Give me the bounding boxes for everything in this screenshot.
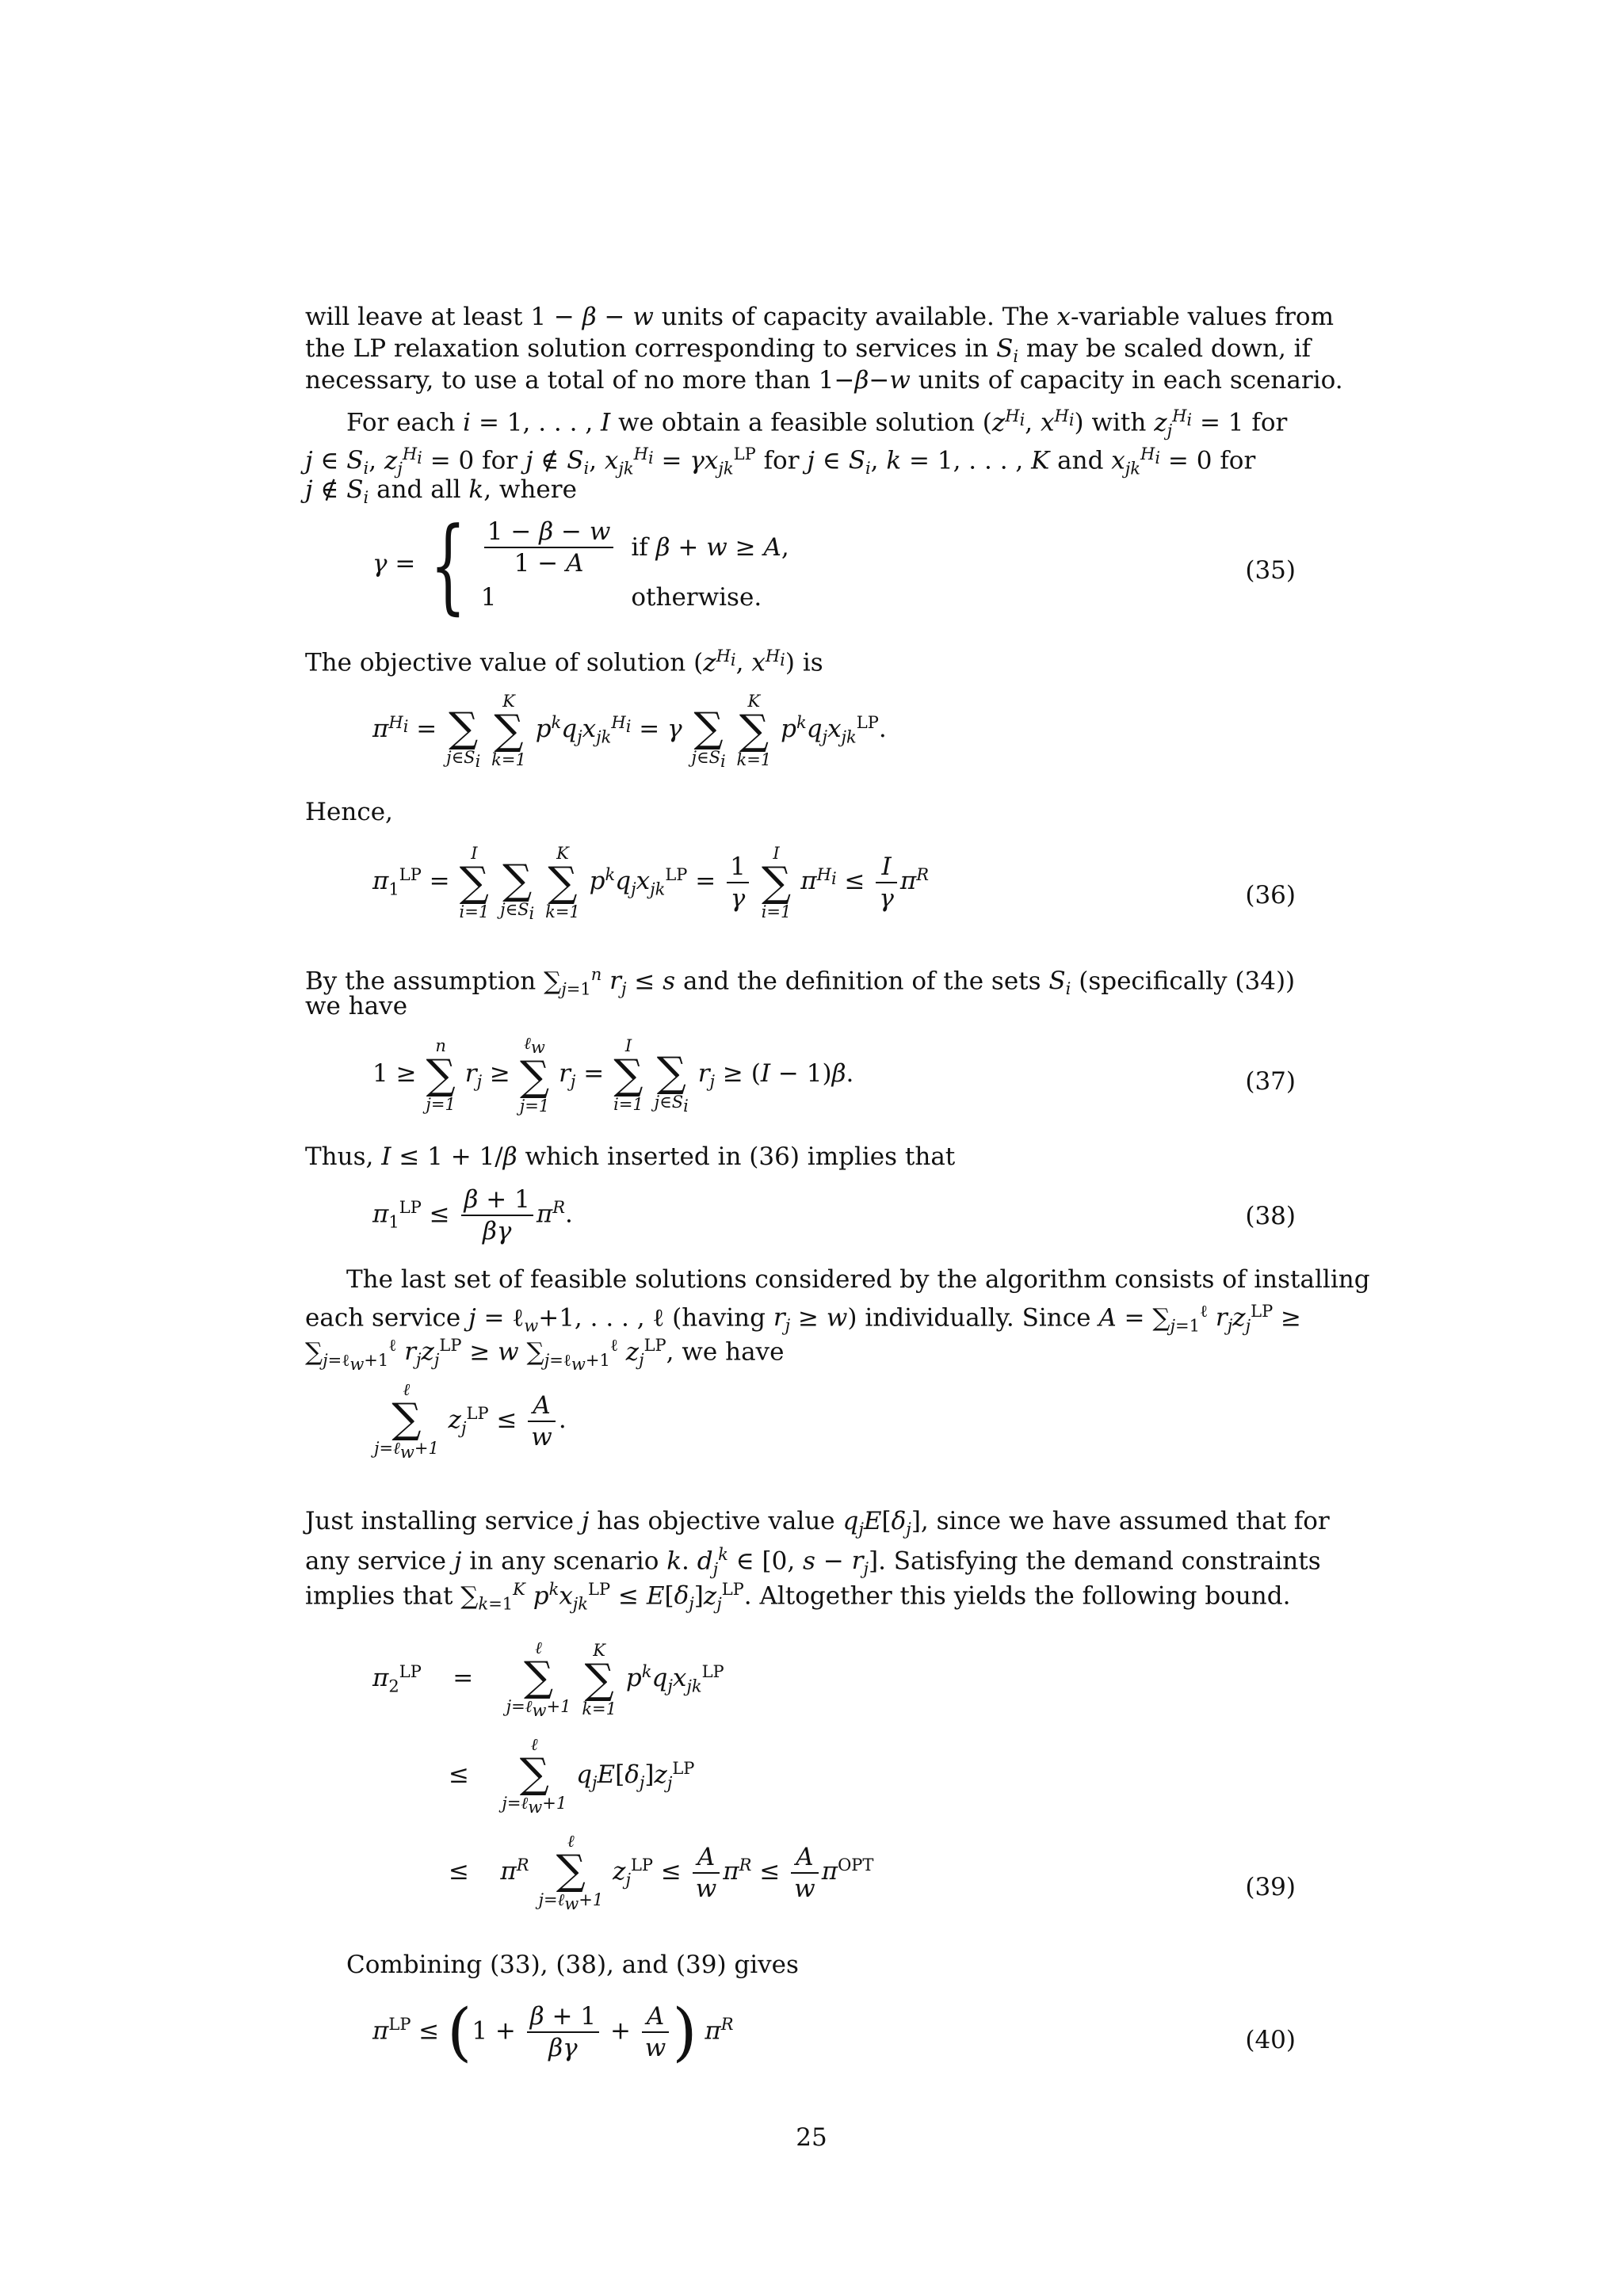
paragraph-line: For each i = 1, . . . , I we obtain a feasible solution ($z^{H_i}$, $x^{H_i}$) with $z_j^{H_i} = 1$ for — [346, 406, 1288, 441]
paragraph-line: we have — [305, 992, 408, 1020]
equation-number: (39) — [1245, 1873, 1296, 1901]
capacity-inequality: ℓ ∑ j=ℓ$_w$+1 $z_j^{LP}$ ≤ $\frac{A}{w}$ . — [374, 1380, 567, 1463]
equation-39-line3: ≤ $\pi^R$ ℓ ∑ j=ℓ$_w$+1 $z_j^{LP}$ ≤ $\frac{A}{w}$ $\pi^R$ ≤ $\frac{A}{w}$ $\pi^{OPT}$ — [449, 1832, 874, 1914]
paragraph-line: Combining (33), (38), and (39) gives — [346, 1951, 799, 1979]
equation-number: (37) — [1245, 1067, 1296, 1096]
paragraph-line: The last set of feasible solutions considered by the algorithm consists of installing — [346, 1265, 1370, 1294]
equation-39-line1: $\pi_2^{LP}$ = ℓ ∑ j=ℓ$_w$+1 K ∑ k=1 $p^kq_jx_{jk}^{LP}$ — [372, 1638, 724, 1721]
paragraph-line: j ∉ $S_i$ and all k, where — [305, 475, 577, 508]
paragraph-line: implies that $\sum_{k=1}^K$ $p^kx_{jk}^{LP} \le E[\delta_j]z_j^{LP}$. Altogether this yields the following bound. — [305, 1580, 1291, 1614]
paragraph-line: each service j = ℓ$_w$+1, . . . , ℓ (having $r_j \ge w$) individually. Since $A = \sum_{j=1}^\ell$ $r_jz_j^{LP}$ ≥ — [305, 1302, 1302, 1336]
paragraph-line: Just installing service j has objective value $q_jE[\delta_j]$, since we have assumed that for — [305, 1507, 1330, 1539]
equation-39-line2: ≤ ℓ ∑ j=ℓ$_w$+1 $q_jE[\delta_j]z_j^{LP}$ — [449, 1735, 695, 1817]
equation-40: $\pi^{LP} \le (1$ + $\frac{\beta + 1}{\beta\gamma}$ + $\frac{A}{w}$ ) $\pi^R$ — [372, 1995, 734, 2069]
paragraph-line: Thus, I ≤ 1 + 1/β which inserted in (36) implies that — [305, 1142, 956, 1171]
equation-36: $\pi_1^{LP}$ = I ∑ i=1 ∑ $j\in S_i$ K ∑ k=1 $p^kq_jx_{jk}^{LP}$ = $\frac{1}{\gamma}$ I ∑ i=1 $\pi^{H_i}$ ≤ $\frac{I}{\gamma}$ $\pi^R$ — [372, 843, 930, 924]
paragraph-line: any service j in any scenario k. $d_j^k$ ∈ [0, $s - r_j$]. Satisfying the demand constraints — [305, 1545, 1321, 1579]
equation-number: (38) — [1245, 1202, 1296, 1230]
paragraph-line: Hence, — [305, 798, 393, 826]
paragraph-line: $\sum_{j=\ell_w+1}^\ell$ $r_jz_j^{LP} \ge w$ $\sum_{j=\ell_w+1}^\ell$ $z_j^{LP}$, we have — [305, 1336, 785, 1374]
equation-37: 1 ≥ n ∑ j=1 $r_j$ ≥ ℓ$_w$ ∑ j=1 $r_j$ = I ∑ i=1 ∑ $j\in S_i$ $r_j \ge (I - 1)\beta$. — [372, 1034, 854, 1116]
paragraph-line: will leave at least 1 − β − w units of capacity available. The x-variable values from — [305, 303, 1334, 331]
paragraph-line: By the assumption $\sum_{j=1}^n$ $r_j \le s$ and the definition of the sets $S_i$ (specifically (34)) — [305, 965, 1296, 999]
cases-block: $\frac{1 - \beta - w}{1 - A}$ if β + w ≥ A, 1 otherwise. — [480, 517, 789, 612]
page-number: 25 — [796, 2123, 827, 2152]
equation-38: $\pi_1^{LP}$ ≤ $\frac{\beta + 1}{\beta\gamma}$ $\pi^R$. — [372, 1185, 573, 1245]
objective-equation: $\pi^{H_i}$ = ∑ $j\in S_i$ K ∑ k=1 $p^kq_jx_{jk}^{H_i} = \gamma$ ∑ $j\in S_i$ K ∑ k=1 $p^kq_jx_{jk}^{LP}$. — [372, 691, 887, 772]
equation-number: (40) — [1245, 2026, 1296, 2054]
equation-number: (36) — [1245, 881, 1296, 910]
equation-35: γ = { $\frac{1 - \beta - w}{1 - A}$ if β + w ≥ A, 1 otherwise. — [372, 515, 804, 615]
paragraph-line: necessary, to use a total of no more than 1−β−w units of capacity in each scenario. — [305, 366, 1343, 395]
paragraph-line: the LP relaxation solution corresponding to services in $S_i$ may be scaled down, if — [305, 334, 1312, 367]
paragraph-line: j ∈ $S_i$, $z_j^{H_i} = 0$ for j ∉ $S_i$, $x_{jk}^{H_i} = \gamma x_{jk}^{LP}$ for j ∈ $S_i$, k = 1, . . . , K and $x_{jk}^{H_i} = 0$ for — [305, 444, 1256, 479]
paragraph-line: The objective value of solution ($z^{H_i}$, $x^{H_i}$) is — [305, 646, 823, 677]
equation-number: (35) — [1245, 556, 1296, 585]
left-brace-icon: { — [430, 505, 467, 625]
